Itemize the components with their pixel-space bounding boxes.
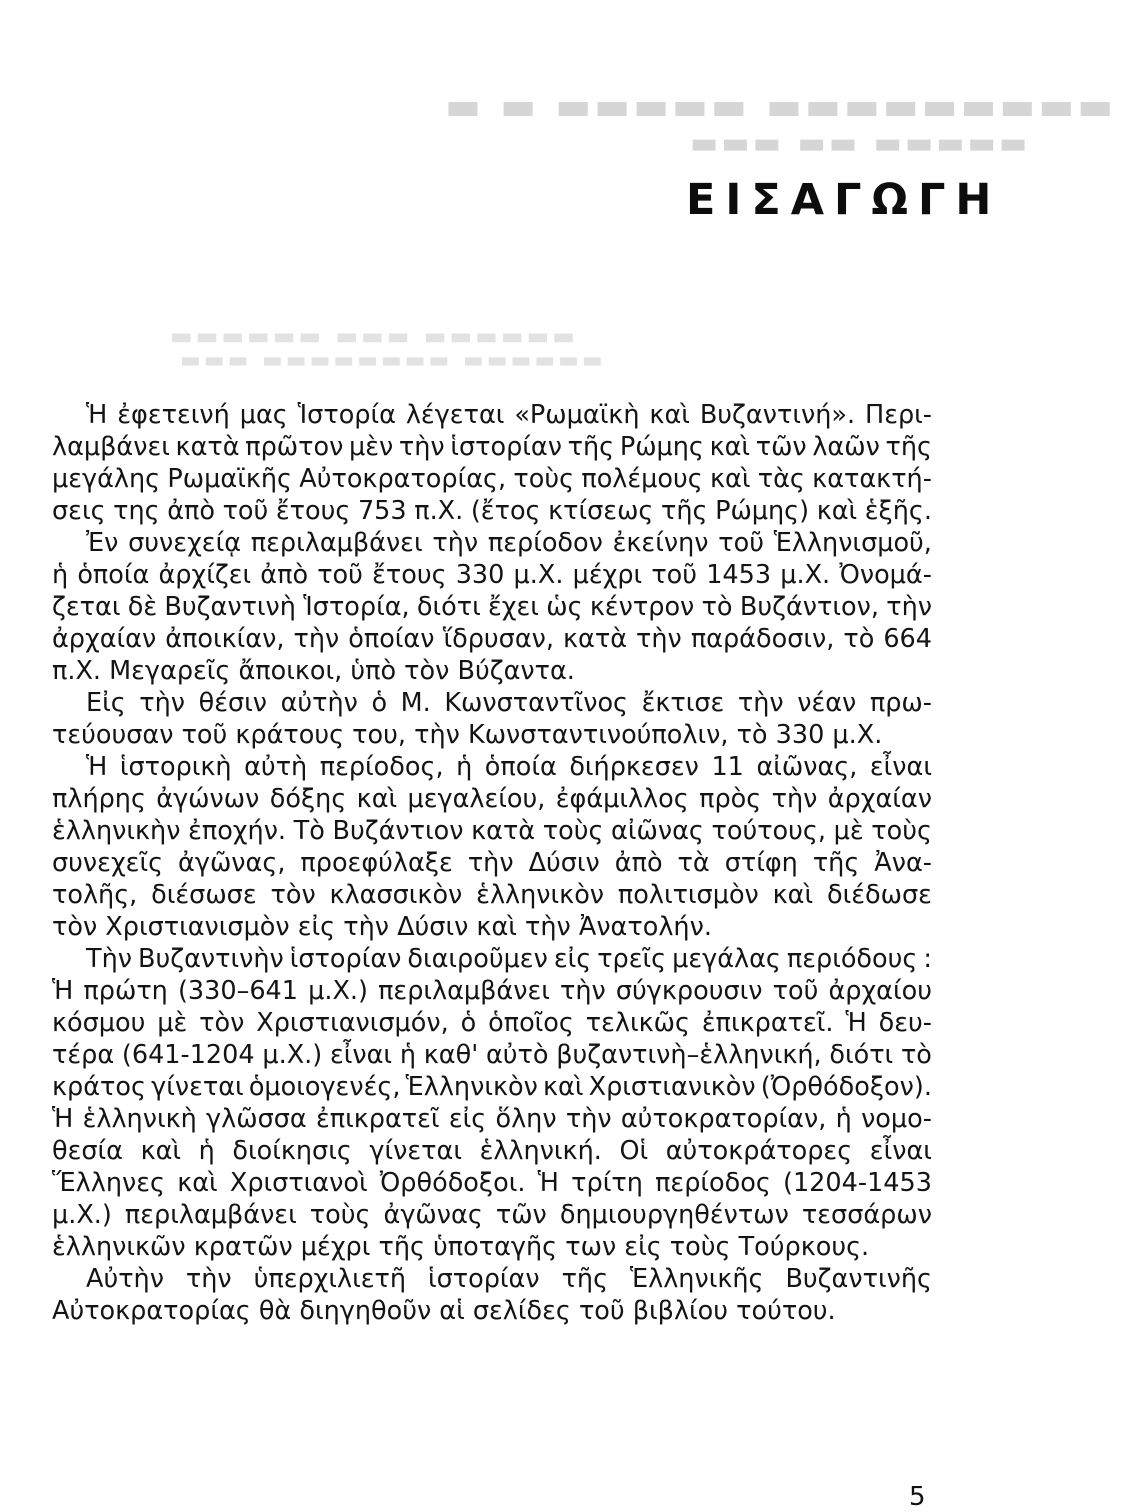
- text-line: Ἡ ἱστορικὴ αὐτὴ περίοδος, ἡ ὁποία διήρκεσεν 11 αἰῶνας, εἶναι: [86, 752, 932, 782]
- show-through-subheading: ▬▬▬ ▬▬ ▬▬▬▬▬: [690, 126, 1031, 161]
- chapter-title: ΕΙΣΑΓΩΓΗ: [686, 174, 1002, 225]
- text-line: συνεχεῖς ἀγῶνας, προεφύλαξε τὴν Δύσιν ἀπὸ τὰ στίφη τῆς Ἀνα-: [52, 848, 932, 878]
- show-through-mark: ▬▬▬▬▬▬ ▬▬▬ ▬▬▬▬▬▬: [170, 322, 578, 350]
- text-line: Ἐν συνεχείᾳ περιλαμβάνει τὴν περίοδον ἐκείνην τοῦ Ἑλληνισμοῦ,: [86, 528, 932, 558]
- text-line: μεγάλης Ρωμαϊκῆς Αὐτοκρατορίας, τοὺς πολέμους καὶ τὰς κατακτή-: [52, 464, 932, 494]
- text-line: ζεται δὲ Βυζαντινὴ Ἱστορία, διότι ἔχει ὡς κέντρον τὸ Βυζάντιον, τὴν: [52, 592, 932, 622]
- text-line: Ἡ ἑλληνικὴ γλῶσσα ἐπικρατεῖ εἰς ὅλην τὴν αὐτοκρατορίαν, ἡ νομο-: [52, 1104, 932, 1134]
- text-line: Αὐτοκρατορίας θὰ διηγηθοῦν αἱ σελίδες τοῦ βιβλίου τούτου.: [52, 1296, 836, 1326]
- text-line: Τὴν Βυζαντινὴν ἱστορίαν διαιροῦμεν εἰς τρεῖς μεγάλας περιόδους :: [86, 944, 932, 974]
- text-line: ἑλληνικὴν ἐποχήν. Τὸ Βυζάντιον κατὰ τοὺς αἰῶνας τούτους, μὲ τοὺς: [52, 816, 932, 846]
- body-text: [52, 399, 932, 1327]
- text-line: σεις της ἀπὸ τοῦ ἔτους 753 π.Χ. (ἔτος κτίσεως τῆς Ρώμης) καὶ ἑξῆς.: [52, 496, 932, 526]
- text-line: τὸν Χριστιανισμὸν εἰς τὴν Δύσιν καὶ τὴν Ἀνατολήν.: [52, 912, 712, 942]
- text-line: μ.Χ.) περιλαμβάνει τοὺς ἀγῶνας τῶν δημιουργηθέντων τεσσάρων: [52, 1200, 932, 1230]
- page-number: 5: [909, 1482, 926, 1512]
- text-line: Εἰς τὴν θέσιν αὐτὴν ὁ Μ. Κωνσταντῖνος ἔκτισε τὴν νέαν πρω-: [86, 688, 932, 718]
- text-line: ἀρχαίαν ἀποικίαν, τὴν ὁποίαν ἵδρυσαν, κατὰ τὴν παράδοσιν, τὸ 664: [52, 624, 932, 654]
- show-through-mark: ▬▬▬ ▬▬▬▬▬▬▬▬ ▬▬▬▬▬▬: [180, 348, 606, 373]
- text-line: τολῆς, διέσωσε τὸν κλασσικὸν ἑλληνικὸν πολιτισμὸν καὶ διέδωσε: [52, 880, 932, 910]
- text-line: Ἕλληνες καὶ Χριστιανοὶ Ὀρθόδοξοι. Ἡ τρίτη περίοδος (1204-1453: [52, 1168, 932, 1198]
- show-through-heading: ▬ ▬ ▬▬▬▬▬ ▬▬▬▬▬▬▬▬▬: [445, 84, 1117, 128]
- text-line: τέρα (641-1204 μ.Χ.) εἶναι ἡ καθ' αὐτὸ βυζαντινὴ–ἑλληνική, διότι τὸ: [52, 1040, 932, 1070]
- text-line: κόσμου μὲ τὸν Χριστιανισμόν, ὁ ὁποῖος τελικῶς ἐπικρατεῖ. Ἡ δευ-: [52, 1008, 932, 1038]
- text-line: π.Χ. Μεγαρεῖς ἄποικοι, ὑπὸ τὸν Βύζαντα.: [52, 656, 575, 686]
- text-line: κράτος γίνεται ὁμοιογενές, Ἑλληνικὸν καὶ Χριστιανικὸν (Ὀρθόδοξον).: [52, 1072, 932, 1102]
- text-line: θεσία καὶ ἡ διοίκησις γίνεται ἑλληνική. Οἱ αὐτοκράτορες εἶναι: [52, 1136, 932, 1166]
- text-line: ἡ ὁποία ἀρχίζει ἀπὸ τοῦ ἔτους 330 μ.Χ. μέχρι τοῦ 1453 μ.Χ. Ὀνομά-: [52, 560, 932, 590]
- text-line: Αὐτὴν τὴν ὑπερχιλιετῆ ἱστορίαν τῆς Ἑλληνικῆς Βυζαντινῆς: [86, 1264, 932, 1294]
- text-line: πλήρης ἀγώνων δόξης καὶ μεγαλείου, ἐφάμιλλος πρὸς τὴν ἀρχαίαν: [52, 784, 932, 814]
- text-line: Ἡ πρώτη (330–641 μ.Χ.) περιλαμβάνει τὴν σύγκρουσιν τοῦ ἀρχαίου: [52, 976, 932, 1006]
- text-line: τεύουσαν τοῦ κράτους του, τὴν Κωνσταντινούπολιν, τὸ 330 μ.Χ.: [52, 720, 883, 750]
- text-line: λαμβάνει κατὰ πρῶτον μὲν τὴν ἱστορίαν τῆς Ρώμης καὶ τῶν λαῶν τῆς: [52, 432, 932, 462]
- text-line: ἑλληνικῶν κρατῶν μέχρι τῆς ὑποταγῆς των εἰς τοὺς Τούρκους.: [52, 1232, 870, 1262]
- text-line: Ἡ ἐφετεινή μας Ἱστορία λέγεται «Ρωμαϊκὴ καὶ Βυζαντινή». Περι-: [86, 400, 932, 430]
